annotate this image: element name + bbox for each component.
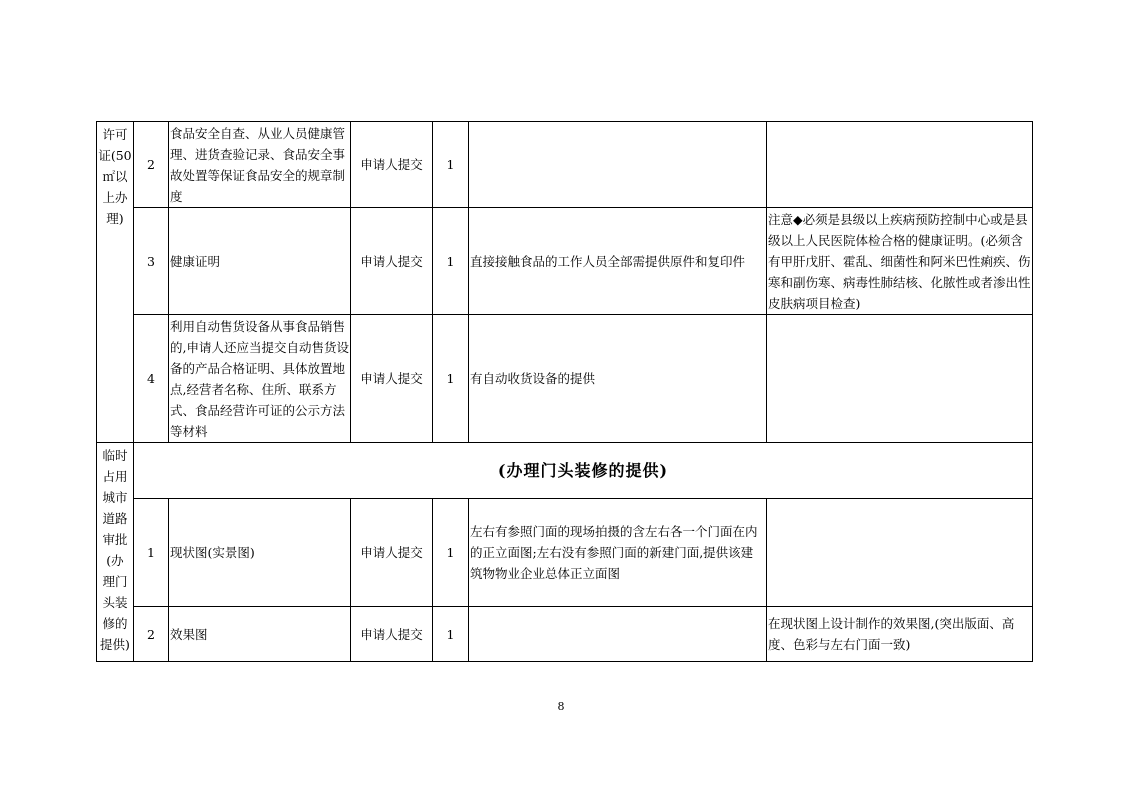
- material-source: 申请人提交: [351, 122, 433, 208]
- material-name: 食品安全自查、从业人员健康管理、进货查验记录、食品安全事故处置等保证食品安全的规章制度: [169, 122, 351, 208]
- material-name: 效果图: [169, 607, 351, 662]
- category-text: 占用: [102, 469, 128, 484]
- table-row: [97, 122, 1033, 208]
- category-text: 头装: [102, 595, 128, 610]
- material-description: 有自动收货设备的提供: [469, 315, 767, 443]
- row-index: 2: [134, 607, 169, 662]
- category-text: 许可: [102, 127, 128, 142]
- material-name: 利用自动售货设备从事食品销售的,申请人还应当提交自动售货设备的产品合格证明、具体放置地点,经营者名称、住所、联系方式、食品经营许可证的公示方法等材料: [169, 315, 351, 443]
- category-text: 城市: [102, 490, 128, 505]
- material-source: 申请人提交: [351, 208, 433, 315]
- category-text: (办: [106, 553, 124, 568]
- copy-count: 1: [433, 208, 469, 315]
- category-text: 修的: [102, 616, 128, 631]
- material-note: [767, 315, 1033, 443]
- section-title: (办理门头装修的提供): [134, 443, 1033, 499]
- copy-count: 1: [433, 122, 469, 208]
- page-number: 8: [557, 700, 565, 713]
- material-name: 现状图(实景图): [169, 499, 351, 607]
- category-text: 理门: [102, 574, 128, 589]
- category-text: 提供): [100, 637, 130, 652]
- category-text: 审批: [102, 532, 128, 547]
- material-description: [469, 122, 767, 208]
- row-index: 1: [134, 499, 169, 607]
- category-text: ㎡以: [102, 169, 128, 184]
- materials-table: [96, 121, 1033, 662]
- category-text: 理): [106, 211, 124, 226]
- copy-count: 1: [433, 499, 469, 607]
- table-row: [97, 443, 1033, 499]
- category-text: 上办: [102, 190, 128, 205]
- category-cell-road-approval: [97, 443, 134, 662]
- table-row: [97, 607, 1033, 662]
- category-text: 临时: [102, 448, 128, 463]
- material-source: 申请人提交: [351, 607, 433, 662]
- material-note: 注意◆必须是县级以上疾病预防控制中心或是县级以上人民医院体检合格的健康证明。(必须含有甲肝戊肝、霍乱、细菌性和阿米巴性痢疾、伤寒和副伤寒、病毒性肺结核、化脓性或者渗出性皮肤病项目检查): [767, 208, 1033, 315]
- row-index: 4: [134, 315, 169, 443]
- material-note: [767, 122, 1033, 208]
- material-description: [469, 607, 767, 662]
- row-index: 2: [134, 122, 169, 208]
- copy-count: 1: [433, 315, 469, 443]
- category-text: 道路: [102, 511, 128, 526]
- material-description: 左右有参照门面的现场拍摄的含左右各一个门面在内的正立面图;左右没有参照门面的新建门面,提供该建筑物物业企业总体正立面图: [469, 499, 767, 607]
- table-row: [97, 499, 1033, 607]
- table-row: [97, 208, 1033, 315]
- row-index: 3: [134, 208, 169, 315]
- category-text: 证(50: [98, 148, 132, 163]
- table-row: [97, 315, 1033, 443]
- material-source: 申请人提交: [351, 499, 433, 607]
- material-name: 健康证明: [169, 208, 351, 315]
- material-note: [767, 499, 1033, 607]
- material-description: 直接接触食品的工作人员全部需提供原件和复印件: [469, 208, 767, 315]
- category-cell-license: [97, 122, 134, 443]
- copy-count: 1: [433, 607, 469, 662]
- material-note: 在现状图上设计制作的效果图,(突出版面、高度、色彩与左右门面一致): [767, 607, 1033, 662]
- material-source: 申请人提交: [351, 315, 433, 443]
